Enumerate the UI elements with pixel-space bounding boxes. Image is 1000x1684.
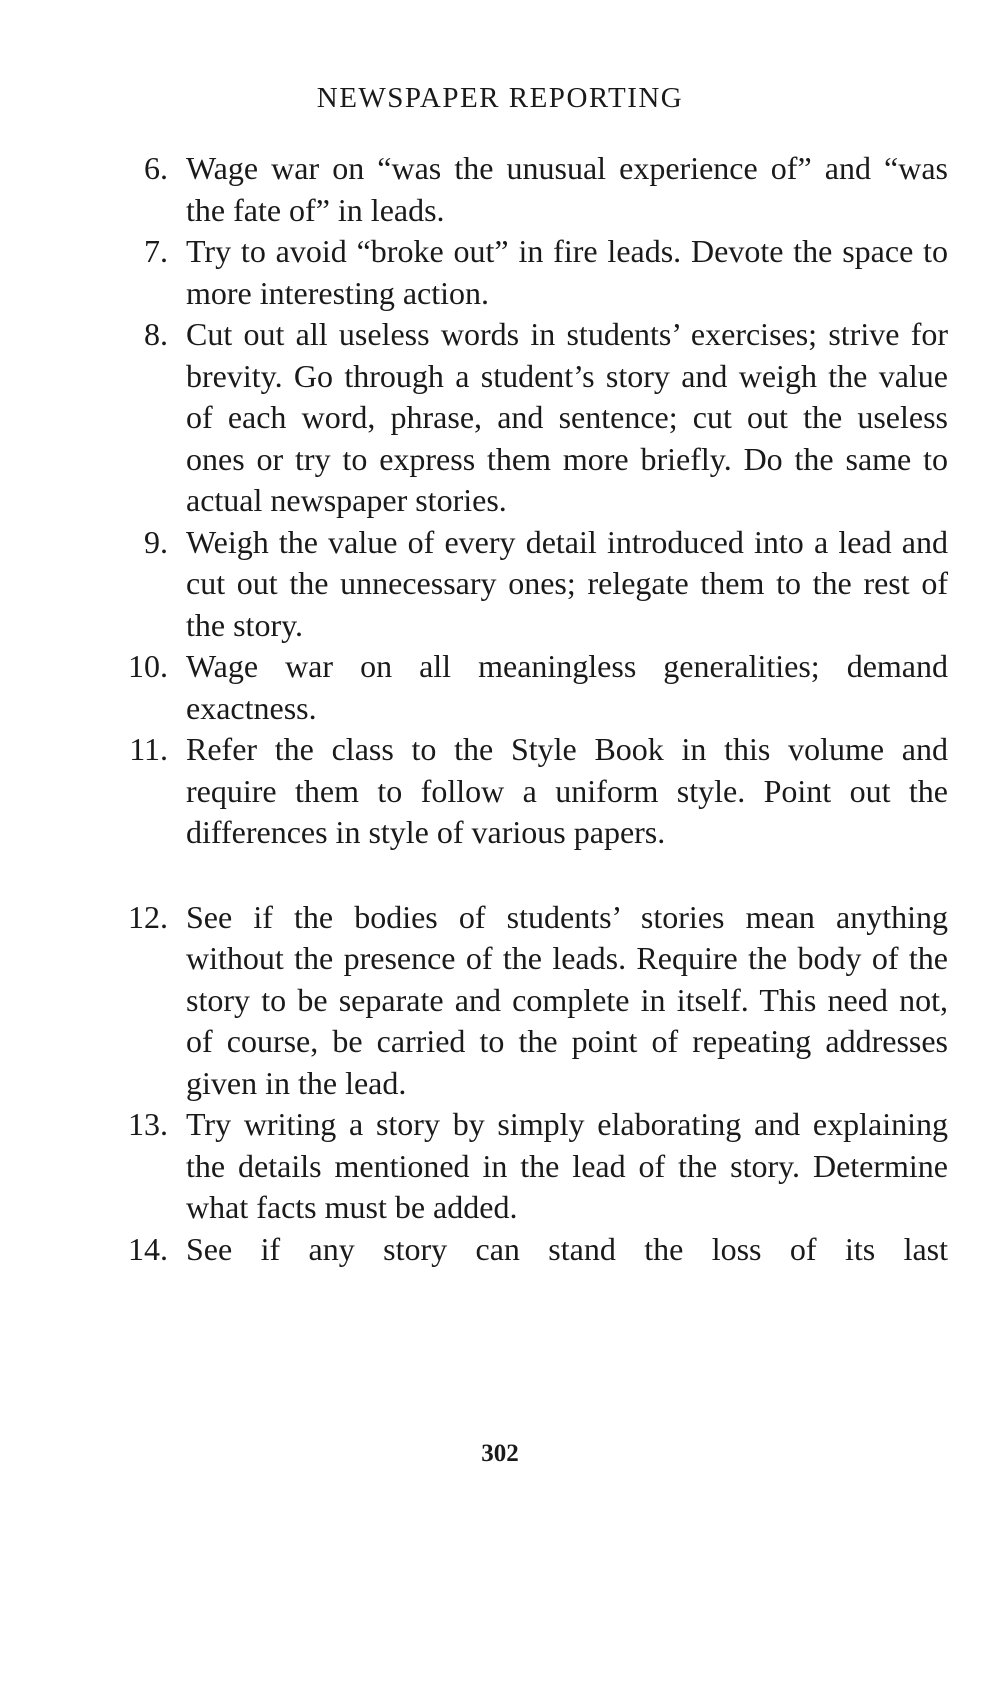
item-text: See if the bodies of students’ stories mean anything without the presence of the leads. Require the body of the story to be separate and complete in itself. This need not, of course, be carried to the point of repeating addresses given in the lead. [186,898,948,1101]
list-item [108,1104,948,1229]
item-text: Refer the class to the Style Book in this volume and require them to follow a uniform style. Point out the differences in style of various papers. [186,731,948,850]
item-number: 6. [144,150,168,186]
list-item [108,1229,948,1271]
list-item [108,729,948,854]
item-number: 13. [128,1106,168,1142]
item-text: Wage war on all meaningless generalities; demand exactness. [186,648,948,726]
item-text: Weigh the value of every detail introduced into a lead and cut out the unnecessary ones; relegate them to the rest of the story. [186,523,948,643]
list-item [108,897,948,1105]
item-text: Try writing a story by simply elaborating and explaining the details mentioned in the lead of the story. Determine what facts must be added. [186,1106,948,1225]
item-number: 12. [128,898,168,935]
item-number: 7. [144,233,168,269]
item-number: 11. [129,731,168,767]
list-item [108,231,948,314]
list-item [108,522,948,647]
list-item [108,314,948,522]
item-number: 10. [128,648,168,684]
item-number: 14. [128,1230,168,1267]
list-item [108,646,948,729]
list-item [108,148,948,231]
item-number: 8. [144,316,168,352]
item-number: 9. [144,523,168,560]
exercise-list [108,148,948,1270]
item-text: Try to avoid “broke out” in fire leads. Devote the space to more interesting action. [186,233,948,311]
item-text: Cut out all useless words in students’ exercises; strive for brevity. Go through a student’s story and weigh the value of each word, phrase, and sentence; cut out the useless ones or try to express them more briefly. Do the same to actual newspaper stories. [186,316,948,518]
item-text: Wage war on “was the unusual experience of” and “was the fate of” in leads. [186,150,948,228]
page-number: 302 [481,1440,519,1467]
item-text: See if any story can stand the loss of its last [186,1230,948,1267]
running-header: NEWSPAPER REPORTING [316,82,684,114]
